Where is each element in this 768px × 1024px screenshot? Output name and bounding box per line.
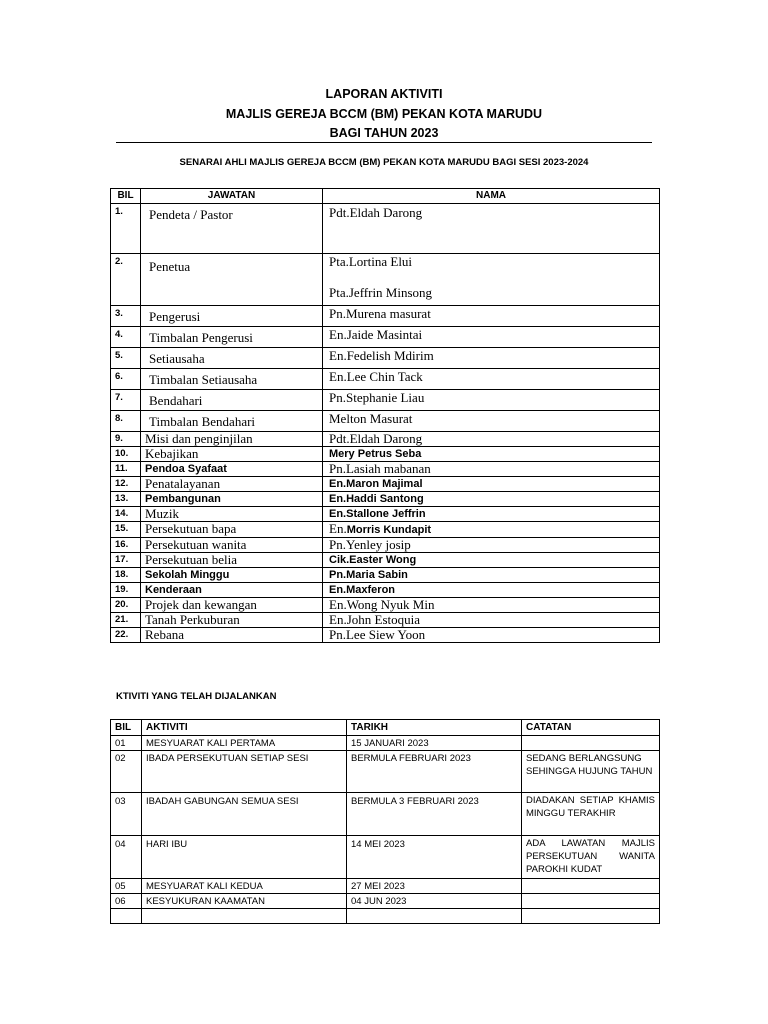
row-jawatan: Misi dan penginjilan: [141, 432, 323, 447]
act-aktiviti: KESYUKURAN KAAMATAN: [142, 894, 347, 909]
col-header-tarikh: TARIKH: [347, 720, 522, 736]
nama-text: Pta.Lortina Elui: [329, 254, 413, 269]
row-nama: [323, 254, 660, 306]
table-row: [111, 348, 660, 369]
title-divider: [116, 142, 652, 143]
act-bil: [111, 909, 142, 924]
row-jawatan: Pengerusi: [141, 306, 323, 327]
table-row: [111, 613, 660, 628]
row-bil: 20.: [111, 598, 141, 613]
row-nama: Pn.Lasiah mabanan: [323, 462, 660, 477]
row-bil: 18.: [111, 568, 141, 583]
row-nama: En.Lee Chin Tack: [323, 369, 660, 390]
row-bil: 12.: [111, 477, 141, 492]
row-bil: 17.: [111, 553, 141, 568]
table-row: [111, 736, 660, 751]
row-nama: Pn.Yenley josip: [323, 538, 660, 553]
row-nama: Cik.Easter Wong: [323, 553, 660, 568]
act-bil: 01: [111, 736, 142, 751]
col-header-catatan: CATATAN: [522, 720, 660, 736]
row-jawatan: Projek dan kewangan: [141, 598, 323, 613]
act-tarikh: 04 JUN 2023: [347, 894, 522, 909]
table-row: [111, 462, 660, 477]
row-nama: Pn.Stephanie Liau: [323, 390, 660, 411]
row-bil: 15.: [111, 522, 141, 538]
col-header-nama: NAMA: [323, 189, 660, 204]
nama-text-2: Pta.Jeffrin Minsong: [329, 285, 433, 300]
row-jawatan: Pendoa Syafaat: [141, 462, 323, 477]
act-aktiviti: MESYUARAT KALI PERTAMA: [142, 736, 347, 751]
act-tarikh: 14 MEI 2023: [347, 836, 522, 879]
col-header-bil: BIL: [111, 189, 141, 204]
table-row: [111, 254, 660, 306]
row-jawatan: Timbalan Bendahari: [141, 411, 323, 432]
report-org: MAJLIS GEREJA BCCM (BM) PEKAN KOTA MARUDU: [225, 107, 543, 121]
act-aktiviti: MESYUARAT KALI KEDUA: [142, 879, 347, 894]
row-jawatan: Rebana: [141, 628, 323, 643]
row-nama: En.Jaide Masintai: [323, 327, 660, 348]
nama-prefix: En.: [329, 521, 347, 536]
act-catatan: [522, 736, 660, 751]
table-row: [111, 327, 660, 348]
act-bil: 02: [111, 751, 142, 793]
nama-text: Pdt.Eldah Darong: [329, 205, 423, 220]
table-row: [111, 492, 660, 507]
row-bil: 5.: [111, 348, 141, 369]
members-header-row: [111, 189, 660, 204]
row-jawatan: Timbalan Pengerusi: [141, 327, 323, 348]
row-jawatan: Persekutuan wanita: [141, 538, 323, 553]
row-bil: 7.: [111, 390, 141, 411]
row-jawatan: Penatalayanan: [141, 477, 323, 492]
activities-header-row: [111, 720, 660, 736]
table-row: [111, 306, 660, 327]
members-subtitle: SENARAI AHLI MAJLIS GEREJA BCCM (BM) PEKAN KOTA MARUDU BAGI SESI 2023-2024: [179, 157, 589, 168]
row-nama: [323, 204, 660, 254]
act-catatan: [522, 909, 660, 924]
act-tarikh: BERMULA FEBRUARI 2023: [347, 751, 522, 793]
row-jawatan: Kenderaan: [141, 583, 323, 598]
row-nama: Pn.Maria Sabin: [323, 568, 660, 583]
table-row: [111, 793, 660, 836]
row-nama: En.Maron Majimal: [323, 477, 660, 492]
report-year: BAGI TAHUN 2023: [329, 126, 439, 140]
table-row: [111, 894, 660, 909]
row-jawatan: Pembangunan: [141, 492, 323, 507]
col-header-aktiviti: AKTIVITI: [142, 720, 347, 736]
table-row: [111, 390, 660, 411]
table-row: [111, 583, 660, 598]
row-jawatan: Muzik: [141, 507, 323, 522]
row-nama: Pn.Murena masurat: [323, 306, 660, 327]
row-bil: 9.: [111, 432, 141, 447]
report-title: LAPORAN AKTIVITI: [325, 87, 443, 101]
act-aktiviti: [142, 909, 347, 924]
activities-heading: KTIVITI YANG TELAH DIJALANKAN: [116, 691, 277, 702]
row-nama: En.Fedelish Mdirim: [323, 348, 660, 369]
row-bil: 22.: [111, 628, 141, 643]
row-jawatan: Timbalan Setiausaha: [141, 369, 323, 390]
table-row: [111, 598, 660, 613]
table-row: [111, 568, 660, 583]
row-bil: 1.: [111, 204, 141, 254]
row-bil: 8.: [111, 411, 141, 432]
table-row: [111, 538, 660, 553]
act-bil: 05: [111, 879, 142, 894]
members-table: [110, 188, 660, 643]
table-row: [111, 369, 660, 390]
table-row: [111, 432, 660, 447]
row-bil: 10.: [111, 447, 141, 462]
row-nama: En.Stallone Jeffrin: [323, 507, 660, 522]
row-bil: 4.: [111, 327, 141, 348]
row-bil: 21.: [111, 613, 141, 628]
row-nama: En.John Estoquia: [323, 613, 660, 628]
table-row: [111, 507, 660, 522]
row-nama: Mery Petrus Seba: [323, 447, 660, 462]
row-nama: En.Wong Nyuk Min: [323, 598, 660, 613]
nama-text: Morris Kundapit: [346, 524, 432, 536]
activities-table: [110, 719, 660, 924]
act-tarikh: [347, 909, 522, 924]
act-catatan: [522, 879, 660, 894]
table-row: [111, 477, 660, 492]
table-row: [111, 447, 660, 462]
act-tarikh: BERMULA 3 FEBRUARI 2023: [347, 793, 522, 836]
row-bil: 2.: [111, 254, 141, 306]
table-row: [111, 411, 660, 432]
table-row: [111, 522, 660, 538]
act-aktiviti: IBADAH GABUNGAN SEMUA SESI: [142, 793, 347, 836]
row-jawatan: Bendahari: [141, 390, 323, 411]
act-bil: 03: [111, 793, 142, 836]
row-bil: 3.: [111, 306, 141, 327]
table-row: [111, 628, 660, 643]
act-tarikh: 15 JANUARI 2023: [347, 736, 522, 751]
row-nama: En.Maxferon: [323, 583, 660, 598]
row-bil: 11.: [111, 462, 141, 477]
table-row: [111, 836, 660, 879]
col-header-jawatan: JAWATAN: [141, 189, 323, 204]
act-catatan: SEDANG BERLANGSUNG SEHINGGA HUJUNG TAHUN: [522, 751, 660, 793]
row-jawatan: Kebajikan: [141, 447, 323, 462]
row-bil: 19.: [111, 583, 141, 598]
table-row: [111, 204, 660, 254]
act-catatan: ADA LAWATAN MAJLIS PERSEKUTUAN WANITA PAROKHI KUDAT: [522, 836, 660, 879]
row-bil: 13.: [111, 492, 141, 507]
row-bil: 6.: [111, 369, 141, 390]
act-catatan: DIADAKAN SETIAP KHAMIS MINGGU TERAKHIR: [522, 793, 660, 836]
row-jawatan: Pendeta / Pastor: [141, 204, 323, 254]
table-row: [111, 553, 660, 568]
row-nama: Melton Masurat: [323, 411, 660, 432]
row-bil: 16.: [111, 538, 141, 553]
act-aktiviti: HARI IBU: [142, 836, 347, 879]
row-nama: Pn.Lee Siew Yoon: [323, 628, 660, 643]
table-row: [111, 879, 660, 894]
row-jawatan: Persekutuan bapa: [141, 522, 323, 538]
row-jawatan: Sekolah Minggu: [141, 568, 323, 583]
act-bil: 06: [111, 894, 142, 909]
table-row: [111, 909, 660, 924]
table-row: [111, 751, 660, 793]
row-nama: Pdt.Eldah Darong: [323, 432, 660, 447]
row-jawatan: Persekutuan belia: [141, 553, 323, 568]
act-bil: 04: [111, 836, 142, 879]
col-header-bil: BIL: [111, 720, 142, 736]
row-jawatan: Setiausaha: [141, 348, 323, 369]
act-aktiviti: IBADA PERSEKUTUAN SETIAP SESI: [142, 751, 347, 793]
act-catatan: [522, 894, 660, 909]
row-nama: En.Haddi Santong: [323, 492, 660, 507]
row-jawatan: Penetua: [141, 254, 323, 306]
row-bil: 14.: [111, 507, 141, 522]
row-jawatan: Tanah Perkuburan: [141, 613, 323, 628]
act-tarikh: 27 MEI 2023: [347, 879, 522, 894]
row-nama: [323, 522, 660, 538]
